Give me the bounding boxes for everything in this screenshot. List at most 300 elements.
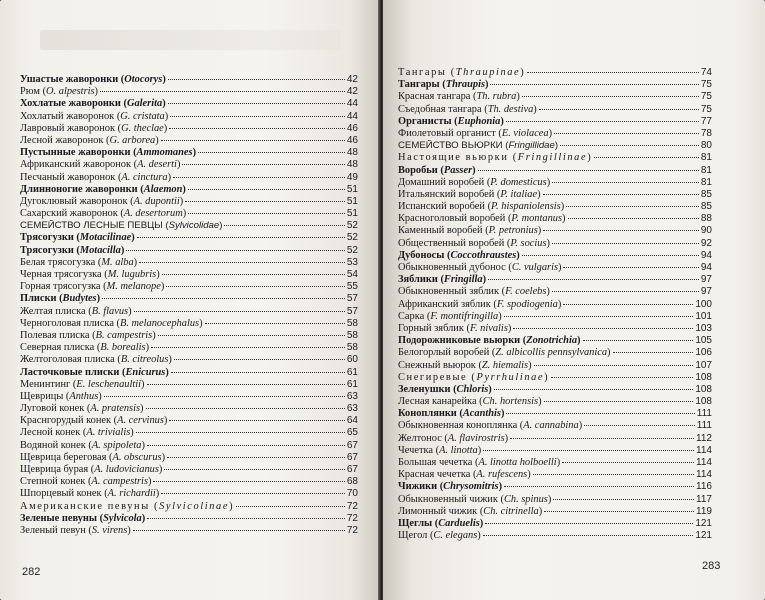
toc-entry	[20, 111, 358, 123]
toc-entry-title: Щегол (C. elegans)	[398, 530, 481, 542]
dot-leader	[133, 530, 345, 531]
toc-entry-name: Ласточковые плиски	[20, 366, 120, 378]
toc-entry-latin: M. melanope	[106, 281, 161, 293]
toc-entry-page: 85	[700, 188, 712, 200]
toc-entry	[20, 98, 358, 110]
toc-entry-title: Менинтинг (E. leschenaultii)	[20, 378, 145, 390]
toc-entry-name: Красноголовый воробей	[398, 213, 506, 225]
toc-entry	[398, 335, 712, 347]
toc-entry-page: 46	[346, 122, 358, 134]
toc-entry-name: Зеленый певун	[20, 524, 86, 536]
toc-entry	[398, 481, 712, 493]
dot-leader	[563, 267, 698, 268]
toc-entry-latin: B. citreolus	[120, 354, 169, 366]
toc-entry-name: Лесной жаворонок	[20, 134, 104, 146]
toc-entry	[20, 464, 358, 476]
toc-entry-title: Дубоносы (Coccothraustes)	[398, 249, 520, 261]
toc-entry-name: Лесной конек	[20, 427, 81, 439]
toc-entry-page: 119	[696, 505, 712, 517]
toc-entry-title: Американские певуны (Sylvicolinae)	[20, 500, 235, 512]
dot-leader	[544, 511, 694, 512]
dot-leader	[188, 189, 345, 190]
dot-leader	[544, 401, 694, 402]
toc-entry	[20, 513, 358, 525]
toc-entry-page: 52	[346, 220, 358, 232]
toc-entry	[398, 323, 712, 335]
toc-entry-title: Горная трясогузка (M. melanope)	[20, 281, 165, 293]
toc-entry-title: Обыкновенная коноплянка (A. cannabina)	[398, 420, 583, 432]
dot-leader	[613, 352, 694, 353]
dot-leader	[161, 140, 345, 141]
dot-leader	[126, 250, 345, 251]
dot-leader	[522, 96, 699, 97]
dot-leader	[488, 279, 699, 280]
toc-entry-latin: Motacilla	[79, 244, 121, 256]
toc-entry	[398, 104, 712, 116]
toc-entry-name: Черная трясогузка	[20, 269, 102, 280]
toc-entry-page: 61	[346, 378, 358, 390]
toc-entry-page: 64	[346, 415, 358, 427]
dot-leader	[584, 425, 695, 426]
toc-entry	[398, 311, 712, 323]
toc-entry-latin: P. petronius	[488, 225, 538, 237]
toc-entry	[398, 384, 712, 396]
toc-entry-title: Водяной конек (A. spipoleta)	[20, 439, 145, 451]
toc-entry	[20, 135, 358, 147]
dot-leader	[543, 230, 699, 231]
toc-entry-name: Фиолетовый органист	[398, 127, 496, 139]
toc-entry	[398, 518, 712, 530]
toc-entry	[20, 196, 358, 208]
toc-entry-title: Краснгорудый конек (A. cervinus)	[20, 415, 168, 427]
toc-entry-page: 114	[696, 457, 712, 468]
toc-entry-title: Съедобная тангара (Th. destiva)	[398, 103, 537, 115]
toc-entry-title: Северная плиска (B. borealis)	[20, 342, 150, 354]
toc-entry-latin: Ch. citrinella	[483, 505, 539, 517]
toc-entry	[20, 476, 358, 488]
toc-entry-name: Горный зяблик	[398, 322, 464, 334]
dot-leader	[182, 164, 344, 165]
toc-entry-title: Чижики (Chrysomitris)	[398, 481, 503, 493]
toc-entry-name: Дугоклювый жаворонок	[20, 195, 128, 207]
toc-entry-page: 54	[346, 269, 358, 280]
toc-entry	[20, 391, 358, 403]
dot-leader	[171, 372, 345, 373]
dot-leader	[134, 311, 345, 312]
dot-leader	[527, 72, 699, 73]
dot-leader	[563, 304, 693, 305]
dot-leader	[568, 218, 699, 219]
toc-entry-name: Щеврицы	[20, 390, 64, 402]
dot-leader	[552, 243, 699, 244]
dot-leader	[504, 486, 694, 487]
toc-entry-page: 57	[346, 293, 358, 305]
toc-entry-name: Большая чечетка	[398, 457, 473, 468]
toc-entry-page: 63	[346, 403, 358, 415]
dot-leader	[205, 323, 345, 324]
dot-leader	[552, 291, 699, 292]
toc-entry-name: СЕМЕЙСТВО ВЬЮРКИ	[398, 140, 503, 152]
toc-entry-name: Сарка	[398, 310, 425, 322]
dot-leader	[224, 225, 344, 226]
toc-entry	[20, 318, 358, 330]
toc-entry-latin: Chloris	[456, 383, 489, 395]
toc-entry	[398, 262, 712, 274]
toc-entry-title: Воробьи (Passer)	[398, 164, 476, 176]
toc-entry	[398, 238, 712, 250]
toc-entry-title: Рюм (O. alpestris)	[20, 86, 99, 98]
dot-leader	[168, 103, 345, 104]
dot-leader	[594, 157, 699, 158]
toc-entry-title: Зяблики (Fringilla)	[398, 274, 487, 286]
toc-entry	[398, 128, 712, 140]
dot-leader	[483, 450, 694, 451]
toc-entry-latin: A. ludovicianus	[94, 464, 159, 475]
toc-entry-latin: O. alpestris	[46, 86, 95, 98]
toc-entry-name: Чижики	[398, 481, 438, 493]
toc-entry-name: Водяной конек	[20, 439, 86, 451]
page-number-left: 282	[22, 566, 41, 578]
toc-entry-name: Зеленушки	[398, 383, 451, 395]
toc-entry-name: Обыкновенный дубонос	[398, 262, 506, 273]
toc-entry	[398, 445, 712, 457]
dot-leader	[146, 408, 345, 409]
toc-entry-page: 61	[346, 366, 358, 378]
toc-entry	[20, 488, 358, 500]
toc-entry-title: Щеврицы (Anthus)	[20, 390, 102, 402]
dot-leader	[560, 145, 699, 146]
toc-entry-name: Желтая плиска	[20, 305, 86, 317]
toc-entry-name: Хохлатый жаворонок	[20, 110, 115, 122]
toc-entry-name: Органисты	[398, 115, 452, 127]
toc-entry-latin: C. vulgaris	[511, 262, 558, 273]
toc-entry-title: Зеленушки (Chloris)	[398, 383, 492, 395]
dot-leader	[554, 133, 699, 134]
toc-entry-latin: Chrysomitris	[443, 481, 499, 493]
dot-leader	[198, 152, 345, 153]
toc-entry-latin: Coccothraustes	[450, 249, 517, 261]
toc-entry-title: Белая трясогузка (M. alba)	[20, 256, 138, 268]
toc-entry	[20, 232, 358, 244]
toc-entry-name: Тангары	[398, 79, 440, 91]
toc-entry	[20, 74, 358, 86]
toc-entry-title: Зеленые певуны (Sylvicola)	[20, 512, 146, 524]
toc-entry-title: Трясогузки (Motacilla)	[20, 244, 125, 256]
left-toc-list	[20, 74, 358, 537]
toc-entry-latin: Fringillidae	[508, 140, 555, 152]
toc-entry-latin: A. deserti	[137, 159, 177, 171]
toc-entry-page: 67	[346, 439, 358, 451]
toc-entry	[20, 354, 358, 366]
toc-entry-name: СЕМЕЙСТВО ЛЕСНЫЕ ПЕВЦЫ	[20, 220, 163, 232]
dot-leader	[139, 262, 345, 263]
toc-entry-title: Красная чечетка (A. rufescens)	[398, 469, 531, 481]
toc-entry-name: Пустынные жаворонки	[20, 147, 131, 159]
toc-entry-latin: C. elegans	[433, 530, 478, 542]
toc-entry-title: Луговой конек (A. pratensis)	[20, 403, 144, 415]
dot-leader	[494, 389, 694, 390]
toc-entry-page: 97	[700, 274, 712, 286]
toc-entry-latin: P. socius	[510, 237, 547, 249]
dot-leader	[506, 121, 699, 122]
dot-leader	[485, 523, 693, 524]
toc-entry-page: 72	[346, 524, 358, 536]
dot-leader	[583, 340, 694, 341]
dot-leader	[104, 396, 345, 397]
toc-entry-latin: A. linotta holboelli	[478, 457, 557, 468]
toc-entry-page: 103	[695, 322, 712, 334]
toc-entry	[20, 147, 358, 159]
toc-entry-name: Коноплянки	[398, 408, 457, 420]
dot-leader	[151, 347, 345, 348]
toc-entry-page: 111	[696, 420, 712, 432]
toc-entry-page: 57	[346, 305, 358, 317]
dot-leader	[551, 377, 693, 378]
toc-entry-page: 46	[346, 134, 358, 146]
toc-entry-title: Подорожниковые вьюрки (Zonotrichia)	[398, 335, 581, 347]
toc-entry-latin: P. hispaniolensis	[491, 201, 561, 213]
toc-entry-page: 75	[700, 103, 712, 115]
toc-entry-page: 74	[700, 67, 712, 78]
toc-entry-title: Сарка (F. montifringilla)	[398, 310, 502, 322]
toc-entry	[398, 274, 712, 286]
toc-entry-page: 106	[695, 347, 712, 359]
toc-entry-title: Черноголовая плиска (B. melanocephalus)	[20, 317, 203, 329]
toc-entry-title: Органисты (Euphonia)	[398, 115, 504, 127]
toc-entry-page: 81	[700, 176, 712, 188]
toc-entry-title: Плиски (Budytes)	[20, 293, 101, 305]
toc-entry	[20, 403, 358, 415]
right-toc-list	[398, 67, 712, 542]
toc-entry-name: Щеврица береговая	[20, 451, 107, 463]
toc-entry-page: 72	[346, 500, 358, 512]
toc-entry-name: Итальянский воробей	[398, 188, 495, 200]
toc-entry	[20, 208, 358, 220]
toc-entry-title: Черная трясогузка (M. lugubris)	[20, 269, 160, 280]
toc-entry-title: Хохлатый жаворонок (G. cristata)	[20, 110, 169, 122]
dot-leader	[553, 499, 694, 500]
toc-entry-name: Настоящие вьюрки	[398, 152, 509, 164]
toc-entry-page: 77	[700, 115, 712, 127]
toc-entry-name: Белая трясогузка	[20, 256, 96, 268]
toc-entry	[398, 177, 712, 189]
toc-entry-latin: F. coelebs	[505, 286, 547, 298]
toc-entry-page: 88	[700, 213, 712, 225]
toc-entry-title: Красная тангара (Th. rubra)	[398, 91, 520, 103]
toc-entry-title: Степной конек (A. campestris)	[20, 476, 152, 488]
toc-entry-title: Белогорлый воробей (Z. albicollis pennsylvanica)	[398, 347, 611, 359]
toc-entry-page: 48	[346, 159, 358, 171]
toc-entry-page: 92	[700, 237, 712, 249]
toc-entry-page: 85	[700, 201, 712, 213]
toc-entry	[398, 299, 712, 311]
toc-entry-latin: M. alba	[101, 256, 134, 268]
toc-entry-latin: Galerita	[126, 98, 163, 110]
toc-entry-name: Ушастые жаворонки	[20, 74, 119, 85]
toc-entry-latin: E. violacea	[501, 127, 549, 139]
dot-leader	[173, 177, 345, 178]
dot-leader	[562, 462, 694, 463]
toc-entry-name: Горная трясогузка	[20, 281, 101, 293]
dot-leader	[185, 201, 345, 202]
toc-entry-latin: A. cannabina	[523, 420, 579, 432]
toc-entry	[398, 360, 712, 372]
dot-leader	[166, 286, 345, 287]
toc-entry	[20, 293, 358, 305]
toc-entry-latin: Fringilla	[443, 274, 483, 286]
toc-entry-name: Африканский жаворонок	[20, 159, 132, 171]
toc-entry-latin: A. cervinus	[117, 415, 164, 427]
toc-entry	[20, 452, 358, 464]
toc-entry-page: 114	[696, 444, 712, 456]
toc-entry-latin: A. desertorum	[123, 208, 183, 220]
toc-entry-latin: M. lugubris	[107, 269, 157, 280]
toc-entry-name: Желтонос	[398, 432, 442, 444]
toc-entry-page: 114	[696, 469, 712, 481]
toc-entry-name: Луговой конек	[20, 403, 85, 415]
toc-entry-name: Хохлатые жаворонки	[20, 98, 121, 110]
toc-entry	[20, 367, 358, 379]
dot-leader	[136, 432, 345, 433]
toc-entry-page: 48	[346, 147, 358, 159]
toc-entry-name: Черноголовая плиска	[20, 317, 114, 329]
toc-entry-page: 52	[346, 232, 358, 244]
toc-entry-page: 111	[696, 408, 712, 420]
toc-entry-latin: A. flavirostris	[447, 432, 505, 444]
toc-entry-latin: A. cinctura	[121, 171, 168, 183]
toc-entry-title: Обыкновенный дубонос (C. vulgaris)	[398, 262, 562, 273]
toc-entry-title: Зеленый певун (S. virens)	[20, 524, 131, 536]
toc-entry-name: Рюм	[20, 86, 40, 98]
toc-entry-latin: B. flavus	[91, 305, 129, 317]
toc-entry-page: 97	[700, 286, 712, 298]
toc-entry-name: Сахарский жаворонок	[20, 208, 118, 220]
toc-entry-page: 121	[695, 530, 712, 542]
dot-leader	[236, 506, 345, 507]
toc-entry-page: 51	[346, 195, 358, 207]
toc-entry-page: 108	[695, 371, 712, 383]
toc-entry-latin: Passer	[443, 164, 473, 176]
toc-entry-page: 121	[695, 517, 712, 529]
toc-entry-page: 70	[346, 488, 358, 500]
toc-entry-title: Коноплянки (Acanthis)	[398, 408, 505, 420]
dot-leader	[513, 328, 693, 329]
toc-entry	[20, 330, 358, 342]
toc-entry-title: СЕМЕЙСТВО ЛЕСНЫЕ ПЕВЦЫ (Sylvicolidae)	[20, 220, 223, 232]
toc-entry-title: Желтоголовая плиска (B. citreolus)	[20, 354, 172, 366]
dot-leader	[169, 128, 345, 129]
toc-entry-page: 75	[700, 79, 712, 91]
toc-entry-name: Красная тангара	[398, 91, 471, 103]
toc-entry-page: 55	[346, 281, 358, 293]
toc-entry-page: 108	[695, 383, 712, 395]
toc-entry-latin: A. trivialis	[86, 427, 131, 439]
toc-entry	[398, 116, 712, 128]
toc-entry-page: 94	[700, 249, 712, 261]
toc-entry-title: Африканский жаворонок (A. deserti)	[20, 159, 181, 171]
toc-entry-name: Снежный вьюрок	[398, 359, 476, 371]
dot-leader	[504, 316, 694, 317]
toc-entry-name: Менинтинг	[20, 378, 71, 390]
toc-entry-name: Африканский зяблик	[398, 298, 491, 310]
toc-entry	[20, 427, 358, 439]
toc-entry-latin: Z. hiemalis	[481, 359, 529, 371]
toc-entry-name: Песчаный жаворонок	[20, 171, 116, 183]
toc-entry-page: 100	[695, 298, 712, 310]
toc-entry	[20, 525, 358, 537]
page-number-right: 283	[702, 560, 721, 572]
toc-entry-name: Желтоголовая плиска	[20, 354, 115, 366]
toc-entry-latin: B. campestris	[95, 329, 153, 341]
toc-entry-name: Щеврица бурая	[20, 464, 89, 475]
toc-entry-title: Общественный воробей (P. socius)	[398, 237, 550, 249]
toc-entry-title: Лавровый жаворонок (G. theclae)	[20, 122, 168, 134]
toc-entry-name: Полевая плиска	[20, 329, 90, 341]
toc-entry-name: Обыкновенный зяблик	[398, 286, 499, 298]
toc-entry-latin: Carduelis	[438, 517, 480, 529]
dot-leader	[168, 79, 345, 80]
toc-entry	[20, 184, 358, 196]
toc-entry-latin: Alaemon	[143, 183, 183, 195]
toc-entry	[398, 152, 712, 164]
toc-entry	[20, 245, 358, 257]
toc-entry-title: Ласточковые плиски (Enicurus)	[20, 366, 169, 378]
toc-entry-latin: Th. destiva	[487, 103, 534, 115]
toc-entry-latin: F. spodiogenia	[496, 298, 558, 310]
toc-entry-page: 78	[700, 127, 712, 139]
toc-entry	[20, 415, 358, 427]
toc-entry-latin: Euphonia	[457, 115, 501, 127]
toc-entry-latin: Pyrrhulinae	[476, 371, 545, 383]
toc-entry-title: Большая чечетка (A. linotta holboelli)	[398, 457, 561, 468]
toc-entry-page: 42	[346, 74, 358, 85]
toc-entry-name: Лесная канарейка	[398, 396, 477, 408]
toc-entry-page: 112	[696, 432, 712, 444]
toc-entry-title: Каменный воробей (P. petronius)	[398, 225, 542, 237]
bleed-through-shadow	[40, 30, 340, 50]
toc-entry-page: 44	[346, 98, 358, 110]
toc-entry	[20, 440, 358, 452]
toc-entry-page: 58	[346, 329, 358, 341]
toc-entry-page: 80	[700, 140, 712, 152]
dot-leader	[566, 206, 699, 207]
toc-entry	[398, 457, 712, 469]
toc-entry-page: 51	[346, 208, 358, 220]
toc-entry	[20, 172, 358, 184]
toc-entry-title: СЕМЕЙСТВО ВЬЮРКИ (Fringillidae)	[398, 140, 559, 152]
toc-entry-latin: A. linotta	[439, 444, 478, 456]
dot-leader	[153, 481, 344, 482]
dot-leader	[164, 469, 344, 470]
toc-entry	[398, 372, 712, 384]
toc-entry	[20, 257, 358, 269]
dot-leader	[102, 298, 345, 299]
toc-entry-title: Обыкновенный чижик (Ch. spinus)	[398, 493, 552, 505]
toc-entry-title: Снежный вьюрок (Z. hiemalis)	[398, 359, 532, 371]
toc-entry-title: Длинноногие жаворонки (Alaemon)	[20, 183, 186, 195]
toc-entry-latin: A. campestris	[91, 476, 148, 488]
toc-entry-page: 75	[700, 91, 712, 103]
toc-entry-latin: P. domesticus	[490, 176, 547, 188]
toc-entry-latin: Otocorys	[124, 74, 163, 85]
toc-entry-title: Дугоклювый жаворонок (A. dupontii)	[20, 195, 184, 207]
toc-entry-name: Подорожниковые вьюрки	[398, 335, 521, 347]
toc-entry-title: Трясогузки (Motacilinae)	[20, 232, 135, 244]
toc-entry-page: 116	[696, 481, 712, 493]
toc-entry	[398, 408, 712, 420]
dot-leader	[552, 182, 699, 183]
toc-entry-name: Трясогузки	[20, 244, 74, 256]
